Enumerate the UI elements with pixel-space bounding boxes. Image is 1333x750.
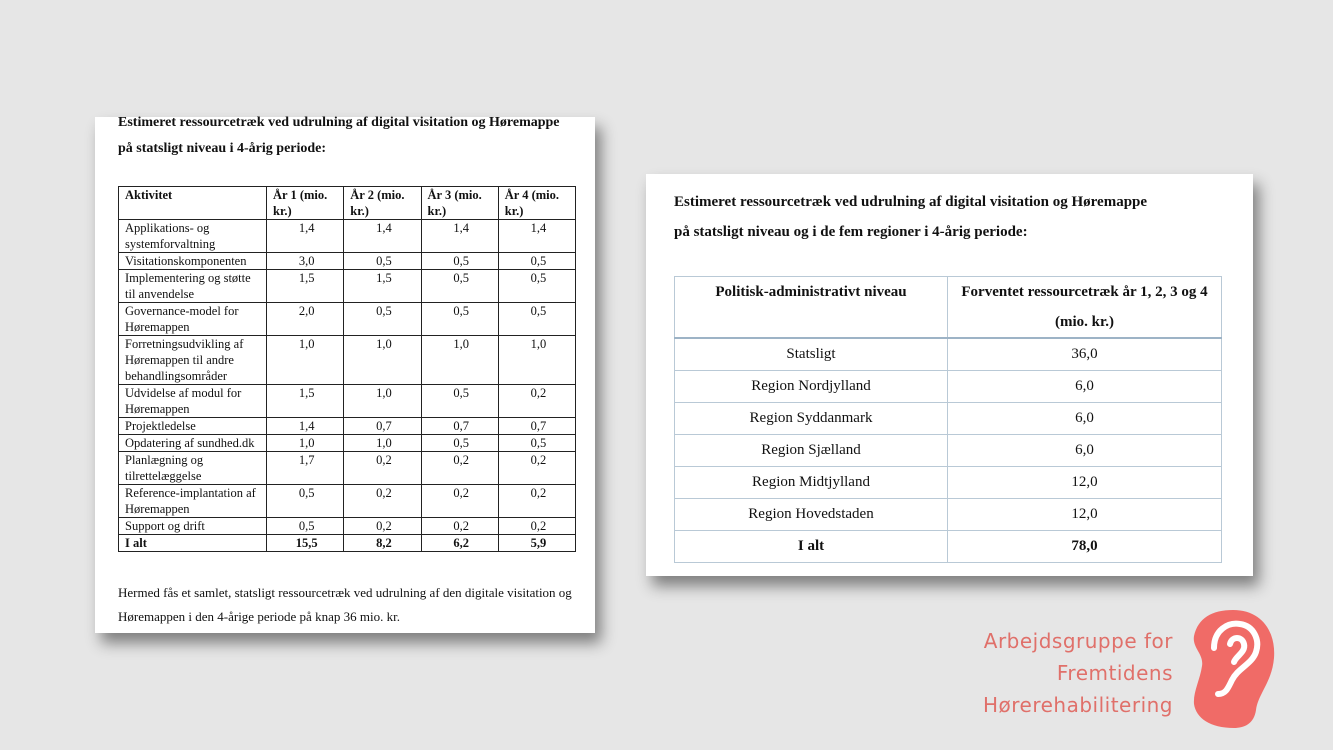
table-row	[675, 467, 1222, 499]
row-label: Forretningsudvikling af Høremappen til andre behandlingsområder	[119, 336, 267, 385]
right-document	[646, 174, 1253, 576]
cell-value: 0,5	[421, 303, 498, 336]
row-label: Region Syddanmark	[675, 403, 948, 435]
cell-value: 0,2	[421, 518, 498, 535]
cell-value: 1,0	[344, 435, 421, 452]
cell-value: 0,7	[498, 418, 575, 435]
cell-value: 1,5	[267, 385, 344, 418]
table-row	[119, 385, 576, 418]
table-header-row	[675, 277, 1222, 339]
cell-value: 0,2	[498, 485, 575, 518]
cell-value: 36,0	[948, 338, 1222, 371]
right-heading-line2: på statsligt niveau og i de fem regioner i 4-årig periode:	[674, 224, 1028, 240]
col-header-expected: Forventet ressourcetræk år 1, 2, 3 og 4 (mio. kr.)	[948, 277, 1222, 339]
total-value: 15,5	[267, 535, 344, 552]
cell-value: 6,0	[948, 371, 1222, 403]
cell-value: 0,2	[344, 518, 421, 535]
table-row	[119, 220, 576, 253]
table-row	[119, 336, 576, 385]
cell-value: 0,5	[344, 303, 421, 336]
cell-value: 0,2	[498, 518, 575, 535]
cell-value: 1,0	[498, 336, 575, 385]
row-label: Implementering og støtte til anvendelse	[119, 270, 267, 303]
cell-value: 1,0	[421, 336, 498, 385]
cell-value: 0,5	[344, 253, 421, 270]
row-label: Udvidelse af modul for Høremappen	[119, 385, 267, 418]
row-label: Applikations- og systemforvaltning	[119, 220, 267, 253]
col-header-level: Politisk-administrativt niveau	[675, 277, 948, 339]
cell-value: 1,4	[344, 220, 421, 253]
cell-value: 0,2	[498, 452, 575, 485]
cell-value: 0,2	[344, 485, 421, 518]
ear-logo-shape	[1194, 610, 1274, 728]
col-header-activity: Aktivitet	[119, 187, 267, 220]
left-document	[95, 117, 595, 633]
activity-cost-table	[118, 186, 576, 552]
cell-value: 1,5	[344, 270, 421, 303]
table-row	[119, 452, 576, 485]
cell-value: 0,2	[421, 485, 498, 518]
col-header-year1: År 1 (mio. kr.)	[267, 187, 344, 220]
cell-value: 0,5	[421, 385, 498, 418]
table-row	[675, 338, 1222, 371]
left-doc-footer: Hermed fås et samlet, statsligt ressourcetræk ved udrulning af den digitale visitation og Høremappen i den 4-årige periode på knap 36 mio. kr.	[118, 585, 572, 624]
table-row	[675, 435, 1222, 467]
row-label: Opdatering af sundhed.dk	[119, 435, 267, 452]
table-header-row	[119, 187, 576, 220]
left-heading-line2: på statsligt niveau i 4-årig periode:	[118, 141, 327, 156]
cell-value: 3,0	[267, 253, 344, 270]
cell-value: 0,5	[421, 253, 498, 270]
right-doc-heading	[674, 187, 1234, 247]
brand-line3: Hørerehabilitering	[982, 693, 1173, 717]
cell-value: 0,2	[421, 452, 498, 485]
brand-line1: Arbejdsgruppe for	[983, 629, 1173, 653]
table-row	[119, 518, 576, 535]
cell-value: 0,5	[267, 518, 344, 535]
region-cost-table	[674, 276, 1222, 563]
cell-value: 1,4	[267, 418, 344, 435]
table-row	[675, 403, 1222, 435]
col-header-year2: År 2 (mio. kr.)	[344, 187, 421, 220]
table-row	[119, 253, 576, 270]
row-label: Reference-implantation af Høremappen	[119, 485, 267, 518]
row-label: Governance-model for Høremappen	[119, 303, 267, 336]
row-label: Region Sjælland	[675, 435, 948, 467]
col-header-year3: År 3 (mio. kr.)	[421, 187, 498, 220]
cell-value: 1,7	[267, 452, 344, 485]
cell-value: 12,0	[948, 499, 1222, 531]
cell-value: 1,0	[344, 336, 421, 385]
table-row	[119, 435, 576, 452]
table-row	[119, 270, 576, 303]
row-label: Region Hovedstaden	[675, 499, 948, 531]
table-row	[119, 303, 576, 336]
cell-value: 0,2	[344, 452, 421, 485]
cell-value: 0,5	[498, 435, 575, 452]
table-row	[119, 418, 576, 435]
left-heading-line1: Estimeret ressourcetræk ved udrulning af digital visitation og Høremappe	[118, 115, 560, 130]
cell-value: 0,2	[498, 385, 575, 418]
left-doc-heading	[118, 110, 578, 162]
col-header-year4: År 4 (mio. kr.)	[498, 187, 575, 220]
row-label: Region Midtjylland	[675, 467, 948, 499]
total-value: 8,2	[344, 535, 421, 552]
right-heading-line1: Estimeret ressourcetræk ved udrulning af digital visitation og Høremappe	[674, 194, 1148, 210]
row-label: Support og drift	[119, 518, 267, 535]
cell-value: 2,0	[267, 303, 344, 336]
cell-value: 6,0	[948, 403, 1222, 435]
table-row	[119, 485, 576, 518]
total-row	[119, 535, 576, 552]
cell-value: 0,5	[421, 435, 498, 452]
total-value: 5,9	[498, 535, 575, 552]
cell-value: 0,5	[267, 485, 344, 518]
cell-value: 1,0	[344, 385, 421, 418]
row-label: Visitationskomponenten	[119, 253, 267, 270]
cell-value: 0,5	[498, 270, 575, 303]
cell-value: 0,5	[498, 253, 575, 270]
row-label: Region Nordjylland	[675, 371, 948, 403]
ear-icon	[1188, 606, 1278, 730]
cell-value: 0,7	[421, 418, 498, 435]
cell-value: 0,5	[498, 303, 575, 336]
cell-value: 1,0	[267, 336, 344, 385]
cell-value: 1,4	[267, 220, 344, 253]
table-row	[675, 371, 1222, 403]
row-label: Projektledelse	[119, 418, 267, 435]
brand-line2: Fremtidens	[1056, 661, 1173, 685]
cell-value: 1,4	[498, 220, 575, 253]
cell-value: 1,5	[267, 270, 344, 303]
total-value: 78,0	[948, 531, 1222, 563]
row-label: Planlægning og tilrettelæggelse	[119, 452, 267, 485]
brand-name	[983, 625, 1173, 721]
cell-value: 12,0	[948, 467, 1222, 499]
cell-value: 0,5	[421, 270, 498, 303]
total-row	[675, 531, 1222, 563]
total-label: I alt	[119, 535, 267, 552]
row-label: Statsligt	[675, 338, 948, 371]
total-value: 6,2	[421, 535, 498, 552]
table-row	[675, 499, 1222, 531]
cell-value: 0,7	[344, 418, 421, 435]
cell-value: 1,4	[421, 220, 498, 253]
cell-value: 6,0	[948, 435, 1222, 467]
cell-value: 1,0	[267, 435, 344, 452]
total-label: I alt	[675, 531, 948, 563]
